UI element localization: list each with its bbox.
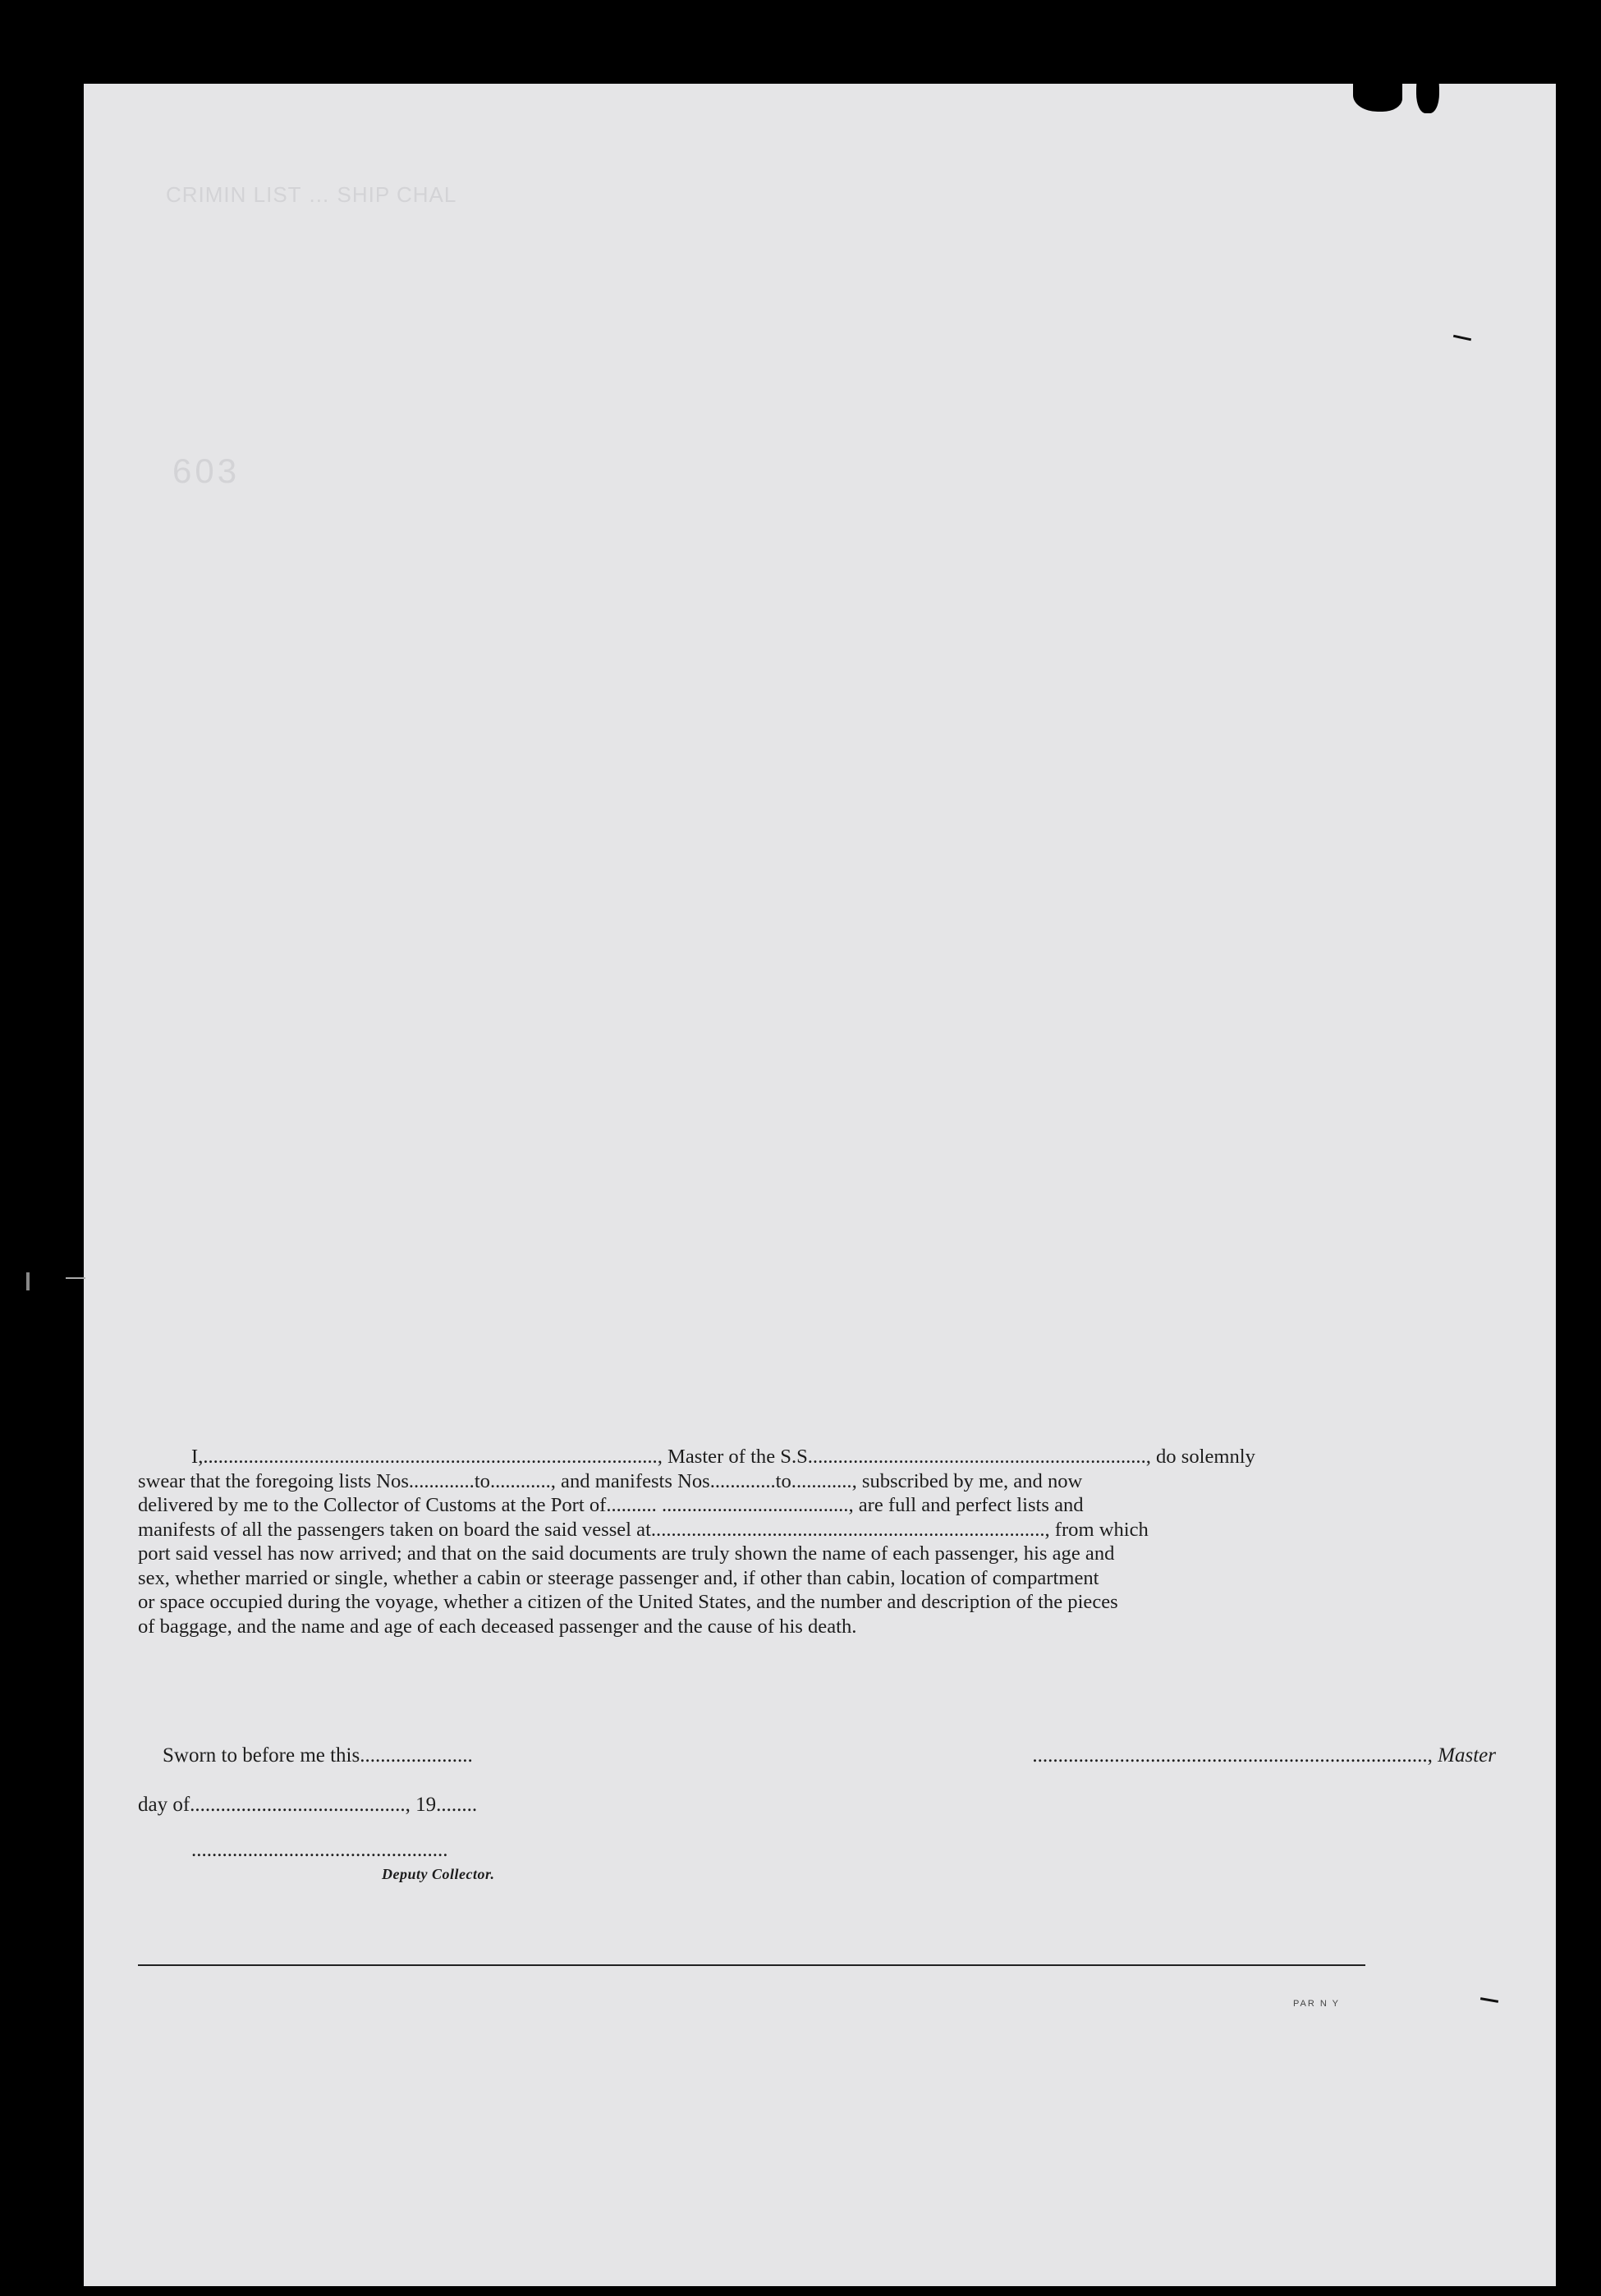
torn-corner <box>1416 64 1439 113</box>
deputy-signature-dots: .................................................. <box>191 1839 448 1861</box>
oath-line: delivered by me to the Collector of Customs at the Port of.......... ....................................., are full and perfect lists and <box>138 1494 1084 1516</box>
oath-line: manifests of all the passengers taken on board the said vessel at.............................................................................., from which <box>138 1518 1149 1541</box>
oath-line: I,.........................................................................................., Master of the S.S..................................................................., do solemnly <box>191 1446 1255 1468</box>
oath-line: of baggage, and the name and age of each deceased passenger and the cause of his death. <box>138 1615 857 1638</box>
edge-mark <box>66 1277 85 1279</box>
edge-mark <box>26 1272 30 1290</box>
oath-line: swear that the foregoing lists Nos.............to............, and manifests Nos.............to............, subscribed by me, and now <box>138 1469 1083 1492</box>
faint-bleedthrough-number: 603 <box>172 451 241 490</box>
master-signature-dots: ............................................................................., <box>1032 1744 1438 1767</box>
master-signature-line <box>1032 1744 1496 1767</box>
deputy-collector-label: Deputy Collector. <box>382 1866 495 1882</box>
oath-line: or space occupied during the voyage, whether a citizen of the United States, and the number and description of the pieces <box>138 1591 1118 1613</box>
printer-mark: PAR N Y <box>1293 1999 1340 2009</box>
oath-line: sex, whether married or single, whether a cabin or steerage passenger and, if other than cabin, location of compartment <box>138 1566 1099 1589</box>
torn-corner <box>1353 79 1402 112</box>
master-label: Master <box>1438 1744 1496 1767</box>
oath-paragraph <box>138 1445 1367 1638</box>
faint-bleedthrough-header: CRIMIN LIST … SHIP CHAL <box>166 182 457 207</box>
day-of-line: day of.........................................., 19........ <box>138 1794 478 1816</box>
sworn-statement: Sworn to before me this...................... <box>163 1744 473 1767</box>
oath-line: port said vessel has now arrived; and that on the said documents are truly shown the name of each passenger, his age and <box>138 1542 1115 1565</box>
bottom-rule <box>138 1964 1365 1966</box>
document-page <box>84 84 1556 2286</box>
